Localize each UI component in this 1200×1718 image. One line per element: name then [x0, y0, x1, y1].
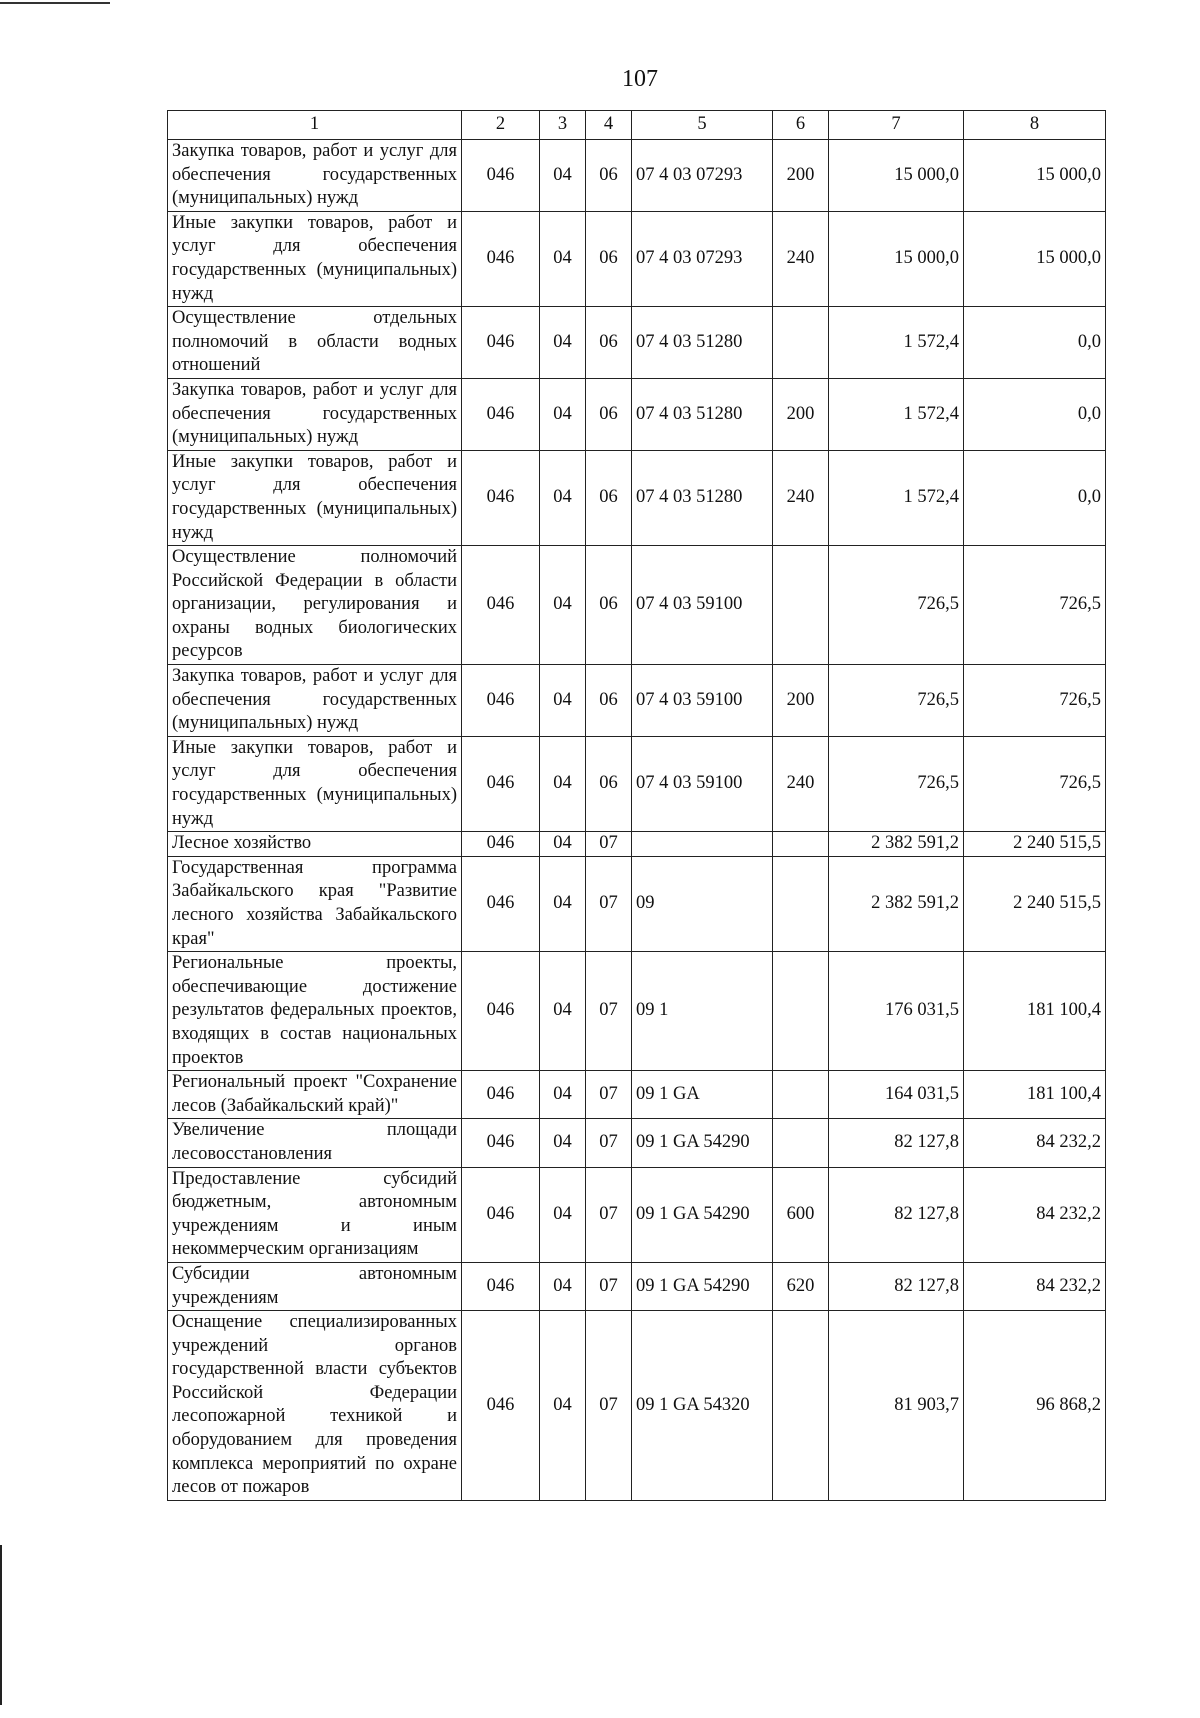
- cell-sum-2: 84 232,2: [964, 1262, 1106, 1310]
- header-cell: 2: [462, 111, 540, 140]
- cell-rz: 04: [540, 307, 586, 379]
- cell-vr: 200: [773, 378, 829, 450]
- cell-vr: [773, 832, 829, 857]
- header-cell: 4: [586, 111, 632, 140]
- table-row: [168, 1311, 1106, 1501]
- cell-sum-1: 81 903,7: [829, 1311, 964, 1501]
- cell-csr: 07 4 03 07293: [632, 140, 773, 212]
- row-name: Закупка товаров, работ и услуг для обеспечения государственных (муниципальных) нужд: [168, 665, 462, 737]
- cell-pr: 07: [586, 1071, 632, 1119]
- row-name: Предоставление субсидий бюджетным, автономным учреждениям и иным некоммерческим организациям: [168, 1167, 462, 1262]
- cell-vr: 240: [773, 736, 829, 831]
- row-name: Иные закупки товаров, работ и услуг для обеспечения государственных (муниципальных) нужд: [168, 736, 462, 831]
- cell-pr: 07: [586, 1119, 632, 1167]
- cell-vr: [773, 307, 829, 379]
- cell-csr: 07 4 03 51280: [632, 450, 773, 545]
- cell-gr: 046: [462, 952, 540, 1071]
- table-row: [168, 1071, 1106, 1119]
- page-number: 107: [622, 66, 658, 92]
- cell-gr: 046: [462, 1071, 540, 1119]
- cell-gr: 046: [462, 1167, 540, 1262]
- row-name: Государственная программа Забайкальского края "Развитие лесного хозяйства Забайкальского края": [168, 856, 462, 951]
- table-body: [168, 140, 1106, 1501]
- cell-gr: 046: [462, 546, 540, 665]
- row-name: Иные закупки товаров, работ и услуг для обеспечения государственных (муниципальных) нужд: [168, 211, 462, 306]
- cell-sum-1: 82 127,8: [829, 1119, 964, 1167]
- cell-sum-2: 2 240 515,5: [964, 832, 1106, 857]
- cell-sum-2: 726,5: [964, 546, 1106, 665]
- cell-sum-2: 726,5: [964, 665, 1106, 737]
- cell-csr: 07 4 03 59100: [632, 665, 773, 737]
- cell-csr: [632, 832, 773, 857]
- cell-sum-2: 181 100,4: [964, 952, 1106, 1071]
- table-row: [168, 546, 1106, 665]
- cell-pr: 06: [586, 736, 632, 831]
- cell-sum-1: 1 572,4: [829, 307, 964, 379]
- table-row: [168, 1167, 1106, 1262]
- cell-rz: 04: [540, 832, 586, 857]
- cell-rz: 04: [540, 1262, 586, 1310]
- row-name: Лесное хозяйство: [168, 832, 462, 857]
- table-row: [168, 1262, 1106, 1310]
- row-name: Иные закупки товаров, работ и услуг для обеспечения государственных (муниципальных) нужд: [168, 450, 462, 545]
- row-name: Субсидии автономным учреждениям: [168, 1262, 462, 1310]
- cell-vr: [773, 546, 829, 665]
- cell-pr: 06: [586, 546, 632, 665]
- row-name: Осуществление полномочий Российской Федерации в области организации, регулирования и охраны водных биологических ресурсов: [168, 546, 462, 665]
- cell-pr: 06: [586, 307, 632, 379]
- cell-sum-1: 1 572,4: [829, 378, 964, 450]
- row-name: Региональный проект "Сохранение лесов (Забайкальский край)": [168, 1071, 462, 1119]
- row-name: Закупка товаров, работ и услуг для обеспечения государственных (муниципальных) нужд: [168, 140, 462, 212]
- header-cell: 6: [773, 111, 829, 140]
- cell-pr: 07: [586, 952, 632, 1071]
- cell-csr: 07 4 03 51280: [632, 307, 773, 379]
- cell-sum-1: 2 382 591,2: [829, 856, 964, 951]
- cell-rz: 04: [540, 665, 586, 737]
- table-row: [168, 1119, 1106, 1167]
- cell-vr: 200: [773, 665, 829, 737]
- table-row: [168, 211, 1106, 306]
- cell-sum-1: 726,5: [829, 546, 964, 665]
- cell-sum-2: 0,0: [964, 378, 1106, 450]
- cell-csr: 09 1 GA 54290: [632, 1262, 773, 1310]
- cell-pr: 06: [586, 211, 632, 306]
- cell-vr: 600: [773, 1167, 829, 1262]
- cell-pr: 07: [586, 1262, 632, 1310]
- header-cell: 7: [829, 111, 964, 140]
- cell-sum-2: 0,0: [964, 307, 1106, 379]
- cell-csr: 07 4 03 07293: [632, 211, 773, 306]
- cell-rz: 04: [540, 736, 586, 831]
- cell-csr: 09 1 GA 54320: [632, 1311, 773, 1501]
- cell-gr: 046: [462, 307, 540, 379]
- cell-csr: 09 1 GA 54290: [632, 1119, 773, 1167]
- table-row: [168, 307, 1106, 379]
- cell-sum-2: 181 100,4: [964, 1071, 1106, 1119]
- cell-sum-1: 726,5: [829, 736, 964, 831]
- cell-pr: 07: [586, 1311, 632, 1501]
- cell-gr: 046: [462, 378, 540, 450]
- cell-gr: 046: [462, 736, 540, 831]
- cell-rz: 04: [540, 1167, 586, 1262]
- cell-csr: 07 4 03 59100: [632, 546, 773, 665]
- cell-sum-2: 2 240 515,5: [964, 856, 1106, 951]
- cell-sum-1: 726,5: [829, 665, 964, 737]
- table-row: [168, 450, 1106, 545]
- cell-pr: 07: [586, 1167, 632, 1262]
- cell-rz: 04: [540, 856, 586, 951]
- cell-sum-2: 15 000,0: [964, 211, 1106, 306]
- budget-table: [167, 110, 1106, 1501]
- row-name: Осуществление отдельных полномочий в области водных отношений: [168, 307, 462, 379]
- cell-gr: 046: [462, 1262, 540, 1310]
- cell-rz: 04: [540, 450, 586, 545]
- cell-sum-1: 15 000,0: [829, 140, 964, 212]
- cell-sum-1: 82 127,8: [829, 1167, 964, 1262]
- cell-vr: [773, 856, 829, 951]
- cell-sum-1: 1 572,4: [829, 450, 964, 545]
- cell-sum-2: 15 000,0: [964, 140, 1106, 212]
- cell-sum-2: 84 232,2: [964, 1119, 1106, 1167]
- cell-csr: 09 1 GA 54290: [632, 1167, 773, 1262]
- cell-pr: 07: [586, 832, 632, 857]
- cell-pr: 06: [586, 140, 632, 212]
- cell-rz: 04: [540, 1119, 586, 1167]
- table-row: [168, 952, 1106, 1071]
- cell-rz: 04: [540, 546, 586, 665]
- header-cell: 3: [540, 111, 586, 140]
- cell-gr: 046: [462, 856, 540, 951]
- cell-vr: [773, 1071, 829, 1119]
- row-name: Оснащение специализированных учреждений органов государственной власти субъектов Российской Федерации лесопожарной техникой и оборудованием для проведения комплекса мероприятий по охране лесов от пожаров: [168, 1311, 462, 1501]
- cell-vr: [773, 1119, 829, 1167]
- scan-artifact-left: [0, 1545, 2, 1705]
- row-name: Закупка товаров, работ и услуг для обеспечения государственных (муниципальных) нужд: [168, 378, 462, 450]
- cell-gr: 046: [462, 1311, 540, 1501]
- cell-vr: 240: [773, 450, 829, 545]
- header-cell: 5: [632, 111, 773, 140]
- cell-csr: 09: [632, 856, 773, 951]
- cell-vr: 200: [773, 140, 829, 212]
- cell-rz: 04: [540, 1311, 586, 1501]
- scan-artifact-top: [0, 2, 110, 4]
- table-header-row: [168, 111, 1106, 140]
- header-cell: 1: [168, 111, 462, 140]
- cell-rz: 04: [540, 140, 586, 212]
- cell-vr: [773, 1311, 829, 1501]
- cell-rz: 04: [540, 952, 586, 1071]
- cell-sum-1: 15 000,0: [829, 211, 964, 306]
- cell-gr: 046: [462, 211, 540, 306]
- cell-sum-2: 96 868,2: [964, 1311, 1106, 1501]
- cell-sum-1: 82 127,8: [829, 1262, 964, 1310]
- cell-vr: 620: [773, 1262, 829, 1310]
- cell-vr: 240: [773, 211, 829, 306]
- cell-csr: 07 4 03 51280: [632, 378, 773, 450]
- cell-gr: 046: [462, 832, 540, 857]
- cell-sum-1: 176 031,5: [829, 952, 964, 1071]
- cell-gr: 046: [462, 450, 540, 545]
- cell-pr: 06: [586, 665, 632, 737]
- cell-vr: [773, 952, 829, 1071]
- table-row: [168, 832, 1106, 857]
- cell-gr: 046: [462, 665, 540, 737]
- cell-csr: 07 4 03 59100: [632, 736, 773, 831]
- table-row: [168, 140, 1106, 212]
- cell-sum-1: 164 031,5: [829, 1071, 964, 1119]
- cell-rz: 04: [540, 378, 586, 450]
- cell-rz: 04: [540, 1071, 586, 1119]
- cell-gr: 046: [462, 140, 540, 212]
- cell-sum-2: 84 232,2: [964, 1167, 1106, 1262]
- table-row: [168, 736, 1106, 831]
- cell-pr: 07: [586, 856, 632, 951]
- table-row: [168, 856, 1106, 951]
- row-name: Региональные проекты, обеспечивающие достижение результатов федеральных проектов, входящих в состав национальных проектов: [168, 952, 462, 1071]
- cell-sum-2: 726,5: [964, 736, 1106, 831]
- row-name: Увеличение площади лесовосстановления: [168, 1119, 462, 1167]
- cell-pr: 06: [586, 378, 632, 450]
- cell-sum-2: 0,0: [964, 450, 1106, 545]
- header-cell: 8: [964, 111, 1106, 140]
- cell-csr: 09 1 GA: [632, 1071, 773, 1119]
- cell-rz: 04: [540, 211, 586, 306]
- cell-gr: 046: [462, 1119, 540, 1167]
- table-row: [168, 378, 1106, 450]
- cell-sum-1: 2 382 591,2: [829, 832, 964, 857]
- cell-pr: 06: [586, 450, 632, 545]
- cell-csr: 09 1: [632, 952, 773, 1071]
- table-row: [168, 665, 1106, 737]
